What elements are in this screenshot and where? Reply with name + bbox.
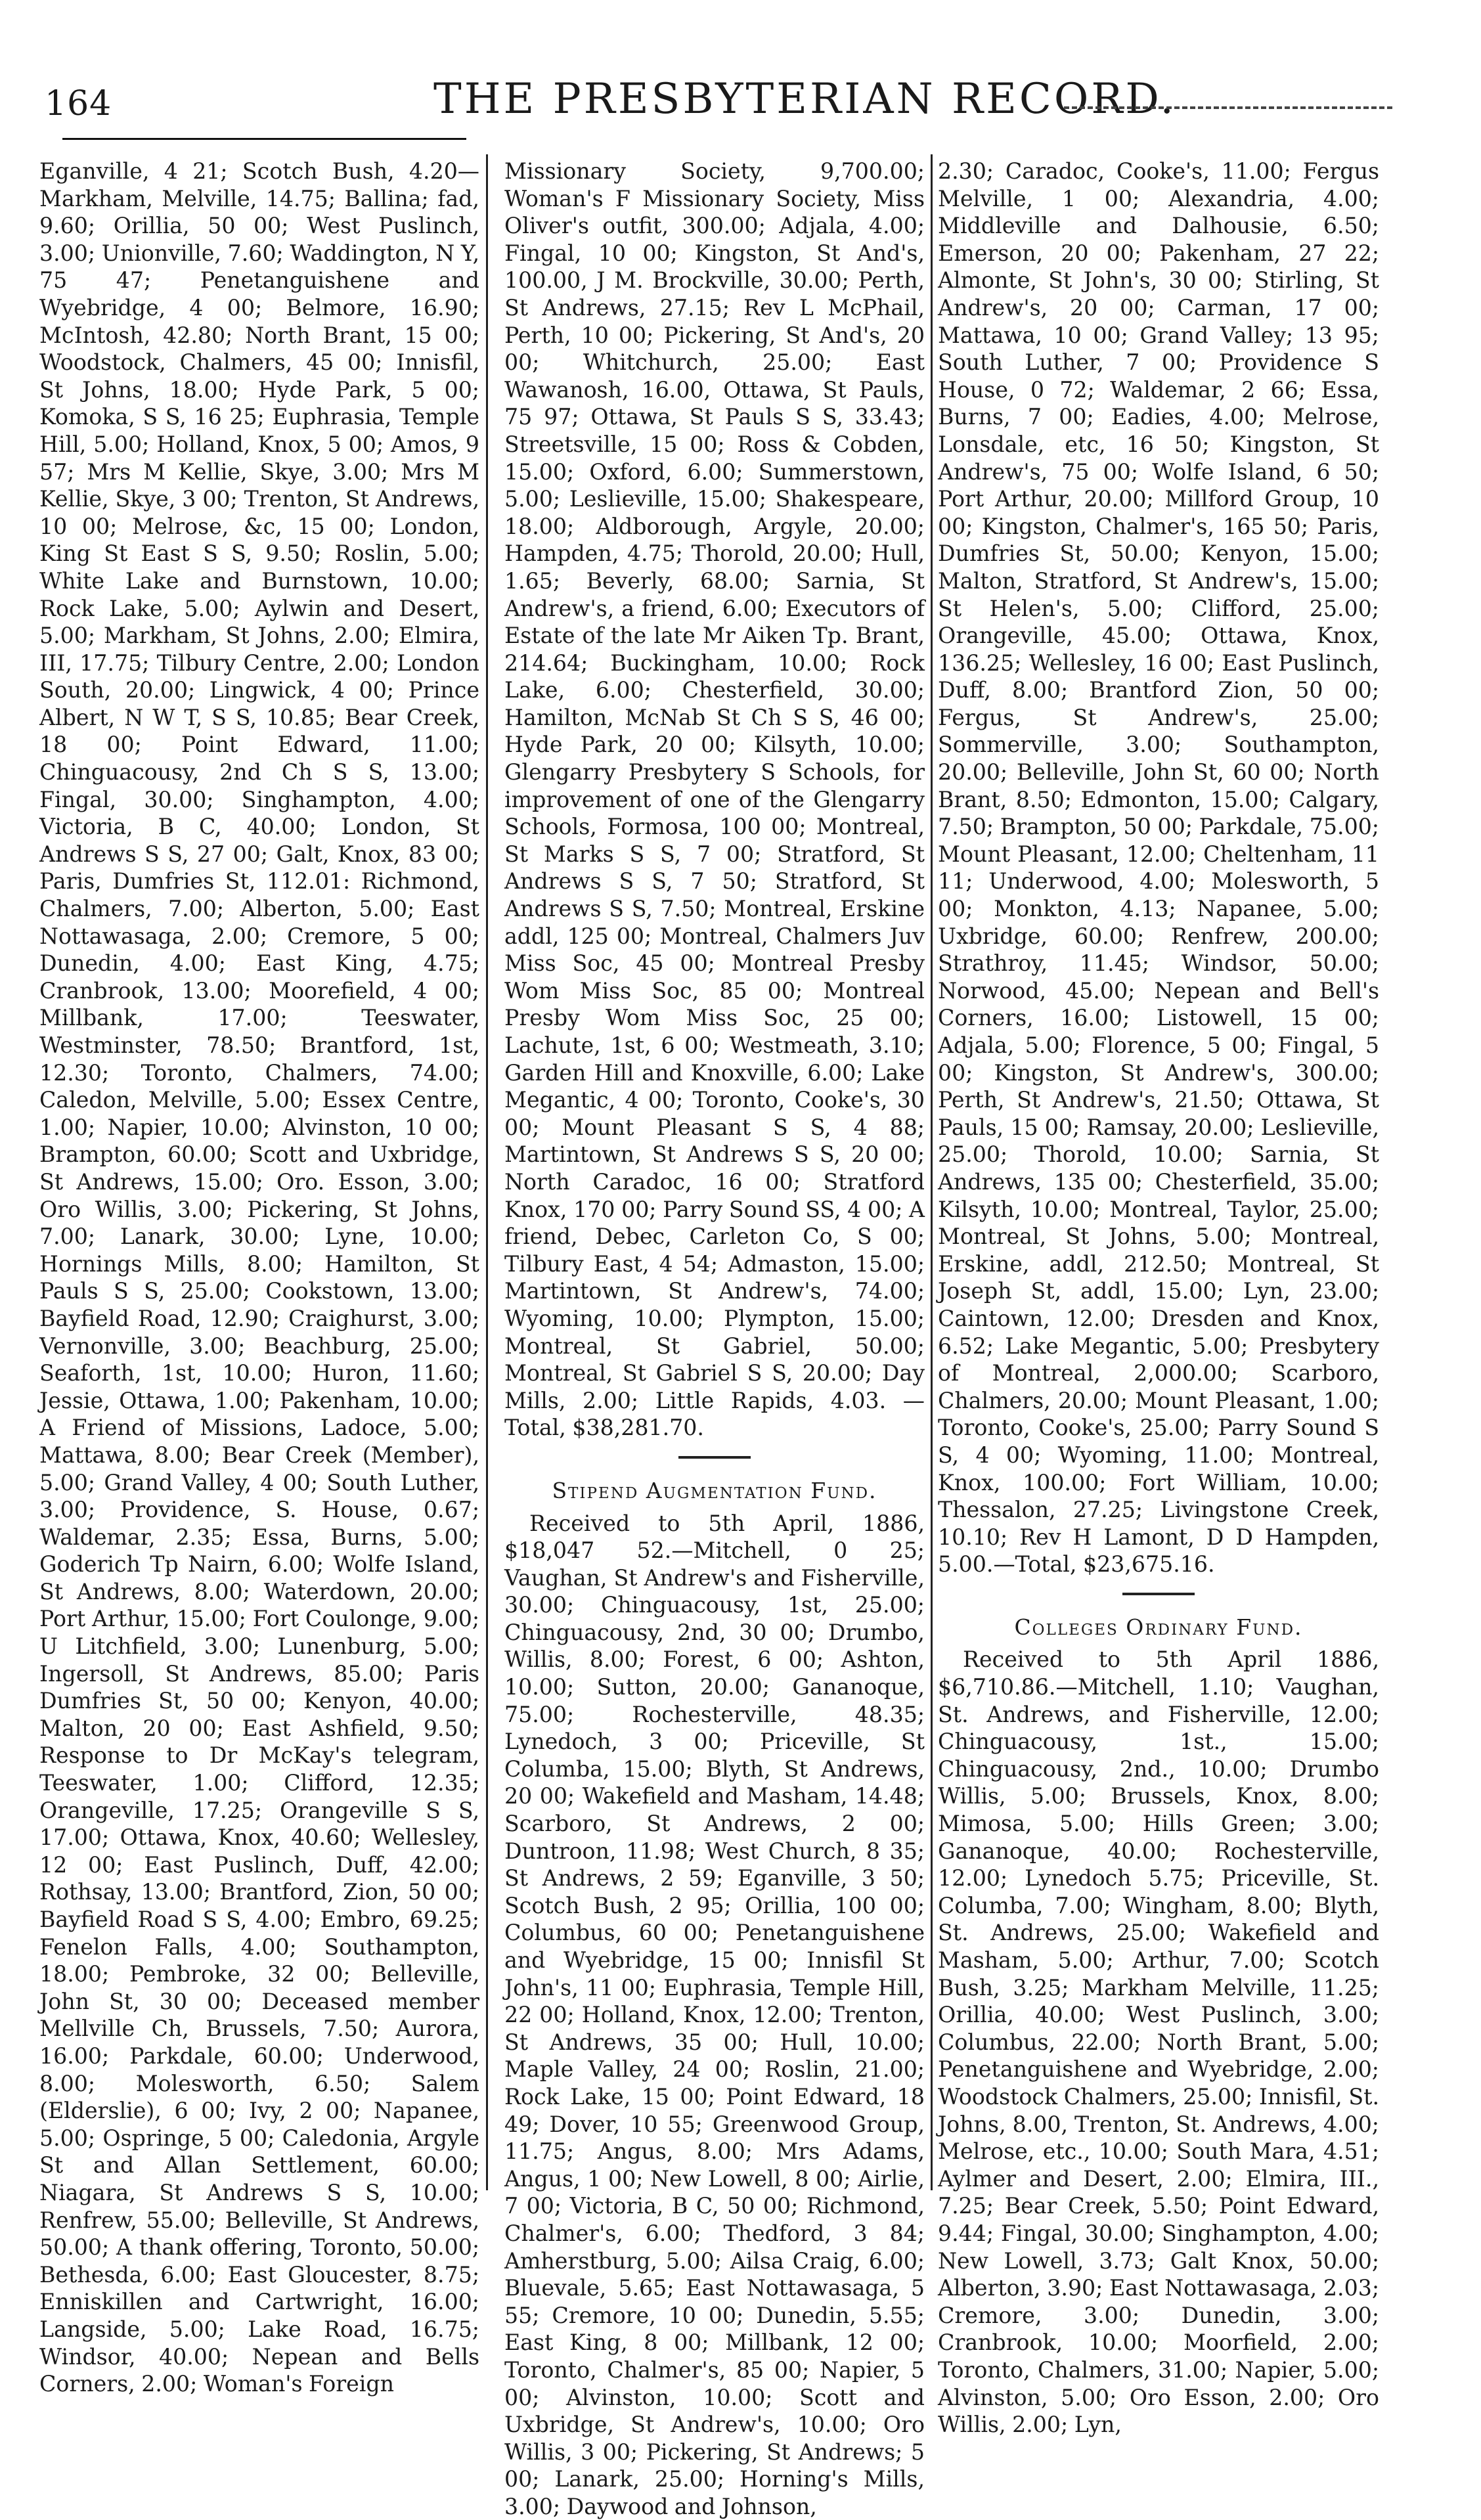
header-dash-rule (1064, 106, 1392, 109)
page-header (39, 72, 1376, 125)
section-heading-stipend: Stipend Augmentation Fund. (504, 1477, 925, 1505)
section-divider (678, 1456, 751, 1459)
column-divider-2 (931, 154, 933, 2190)
column-2-text-bottom: Received to 5th April, 1886, $18,047 52.—Mitchell, 0 25; Vaughan, St Andrew's and Fisherville, 30.00; Chinguacousy, 1st, 25.00; Chinguacousy, 2nd, 30 00; Drumbo, Willis, 8.00; Forest, 6 00; Ashton, 10.00; Sutton, 20.00; Gananoque, 75.00; Rochesterville, 48.35; Lynedoch, 3 00; Priceville, St Columba, 15.00; Blyth, St Andrews, 20 00; Wakefield and Masham, 14.48; Scarboro, St Andrews, 2 00; Duntroon, 11.98; West Church, 8 35; St Andrews, 2 59; Eganville, 3 50; Scotch Bush, 2 95; Orillia, 100 00; Columbus, 60 00; Penetanguishene and Wyebridge, 15 00; Innisfil St John's, 11 00; Euphrasia, Temple Hill, 22 00; Holland, Knox, 12.00; Trenton, St Andrews, 35 00; Hull, 10.00; Maple Valley, 24 00; Roslin, 21.00; Rock Lake, 15 00; Point Edward, 18 49; Dover, 10 55; Greenwood Group, 11.75; Angus, 8.00; Mrs Adams, Angus, 1 00; New Lowell, 8 00; Airlie, 7 00; Victoria, B C, 50 00; Richmond, Chalmer's, 6.00; Thedford, 3 84; Amherstburg, 5.00; Ailsa Craig, 6.00; Bluevale, 5.65; East Nottawasaga, 5 55; Cremore, 10 00; Dunedin, 5.55; East King, 8 00; Millbank, 12 00; Toronto, Chalmer's, 85 00; Napier, 5 00; Alvinston, 10.00; Scott and Uxbridge, St Andrew's, 10.00; Oro Willis, 3 00; Pickering, St Andrews; 5 00; Lanark, 25.00; Horning's Mills, 3.00; Daywood and Johnson, (504, 1510, 925, 2520)
column-divider-1 (486, 154, 488, 2190)
section-heading-colleges: Colleges Ordinary Fund. (938, 1614, 1379, 1641)
column-3-text-top: 2.30; Caradoc, Cooke's, 11.00; Fergus Melville, 1 00; Alexandria, 4.00; Middleville and Dalhousie, 6.50; Emerson, 20 00; Pakenham, 27 22; Almonte, St John's, 30 00; Stirling, St Andrew's, 20 00; Carman, 17 00; Mattawa, 10 00; Grand Valley; 13 95; South Luther, 7 00; Providence S House, 0 72; Waldemar, 2 66; Essa, Burns, 7 00; Eadies, 4.00; Melrose, Lonsdale, etc, 16 50; Kingston, St Andrew's, 75 00; Wolfe Island, 6 50; Port Arthur, 20.00; Millford Group, 10 00; Kingston, Chalmer's, 165 50; Paris, Dumfries St, 50.00; Kenyon, 15.00; Malton, Stratford, St Andrew's, 15.00; St Helen's, 5.00; Clifford, 25.00; Orangeville, 45.00; Ottawa, Knox, 136.25; Wellesley, 16 00; East Puslinch, Duff, 8.00; Brantford Zion, 50 00; Fergus, St Andrew's, 25.00; Sommerville, 3.00; Southampton, 20.00; Belleville, John St, 60 00; North Brant, 8.50; Edmonton, 15.00; Calgary, 7.50; Brampton, 50 00; Parkdale, 75.00; Mount Pleasant, 12.00; Cheltenham, 11 11; Underwood, 4.00; Molesworth, 5 00; Monkton, 4.13; Napanee, 5.00; Uxbridge, 60.00; Renfrew, 200.00; Strathroy, 11.45; Windsor, 50.00; Norwood, 45.00; Nepean and Bell's Corners, 16.00; Listowell, 15 00; Adjala, 5.00; Florence, 5 00; Fingal, 5 00; Kingston, St Andrew's, 300.00; Perth, St Andrew's, 21.50; Ottawa, St Pauls, 15 00; Ramsay, 20.00; Leslieville, 25.00; Thorold, 10.00; Sarnia, St Andrews, 135 00; Chesterfield, 35.00; Kilsyth, 10.00; Montreal, Taylor, 25.00; Montreal, St Johns, 5.00; Montreal, Erskine, addl, 212.50; Montreal, St Joseph St, addl, 15.00; Lyn, 23.00; Caintown, 12.00; Dresden and Knox, 6.52; Lake Megantic, 5.00; Presbytery of Montreal, 2,000.00; Scarboro, Chalmers, 20.00; Mount Pleasant, 1.00; Toronto, Cooke's, 25.00; Parry Sound S S, 4 00; Wyoming, 11.00; Montreal, Knox, 100.00; Fort William, 10.00; Thessalon, 27.25; Livingstone Creek, 10.10; Rev H Lamont, D D Hampden, 5.00.—Total, $23,675.16. (938, 158, 1379, 1578)
column-2-text-top: Missionary Society, 9,700.00; Woman's F Missionary Society, Miss Oliver's outfit, 300.00; Adjala, 4.00; Fingal, 10 00; Kingston, St And's, 100.00, J M. Brockville, 30.00; Perth, St Andrews, 27.15; Rev L McPhail, Perth, 10 00; Pickering, St And's, 20 00; Whitchurch, 25.00; East Wawanosh, 16.00, Ottawa, St Pauls, 75 97; Ottawa, St Pauls S S, 33.43; Streetsville, 15 00; Ross & Cobden, 15.00; Oxford, 6.00; Summerstown, 5.00; Leslieville, 15.00; Shakespeare, 18.00; Aldborough, Argyle, 20.00; Hampden, 4.75; Thorold, 20.00; Hull, 1.65; Beverly, 68.00; Sarnia, St Andrew's, a friend, 6.00; Executors of Estate of the late Mr Aiken Tp. Brant, 214.64; Buckingham, 10.00; Rock Lake, 6.00; Chesterfield, 30.00; Hamilton, McNab St Ch S S, 46 00; Hyde Park, 20 00; Kilsyth, 10.00; Glengarry Presbytery S Schools, for improvement of one of the Glengarry Schools, Formosa, 100 00; Montreal, St Marks S S, 7 00; Stratford, St Andrews S S, 7 50; Stratford, St Andrews S S, 7.50; Montreal, Erskine addl, 125 00; Montreal, Chalmers Juv Miss Soc, 45 00; Montreal Presby Wom Miss Soc, 85 00; Montreal Presby Wom Miss Soc, 25 00; Lachute, 1st, 6 00; Westmeath, 3.10; Garden Hill and Knoxville, 6.00; Lake Megantic, 4 00; Toronto, Cooke's, 30 00; Mount Pleasant S S, 4 88; Martintown, St Andrews S S, 20 00; North Caradoc, 16 00; Stratford Knox, 170 00; Parry Sound SS, 4 00; A friend, Debec, Carleton Co, S 00; Tilbury East, 4 54; Admaston, 15.00; Martintown, St Andrew's, 74.00; Wyoming, 10.00; Plympton, 15.00; Montreal, St Gabriel, 50.00; Montreal, St Gabriel S S, 20.00; Day Mills, 2.00; Little Rapids, 4.03. —Total, $38,281.70. (504, 158, 925, 1442)
column-1-text: Eganville, 4 21; Scotch Bush, 4.20—Markham, Melville, 14.75; Ballina; fad, 9.60; Orillia, 50 00; West Puslinch, 3.00; Unionville, 7.60; Waddington, N Y, 75 47; Penetanguishene and Wyebridge, 4 00; Belmore, 16.90; McIntosh, 42.80; North Brant, 15 00; Woodstock, Chalmers, 45 00; Innisfil, St Johns, 18.00; Hyde Park, 5 00; Komoka, S S, 16 25; Euphrasia, Temple Hill, 5.00; Holland, Knox, 5 00; Amos, 9 57; Mrs M Kellie, Skye, 3.00; Mrs M Kellie, Skye, 3 00; Trenton, St Andrews, 10 00; Melrose, &c, 15 00; London, King St East S S, 9.50; Roslin, 5.00; White Lake and Burnstown, 10.00; Rock Lake, 5.00; Aylwin and Desert, 5.00; Markham, St Johns, 2.00; Elmira, III, 17.75; Tilbury Centre, 2.00; London South, 20.00; Lingwick, 4 00; Prince Albert, N W T, S S, 10.85; Bear Creek, 18 00; Point Edward, 11.00; Chinguacousy, 2nd Ch S S, 13.00; Fingal, 30.00; Singhampton, 4.00; Victoria, B C, 40.00; London, St Andrews S S, 27 00; Galt, Knox, 83 00; Paris, Dumfries St, 112.01: Richmond, Chalmers, 7.00; Alberton, 5.00; East Nottawasaga, 2.00; Cremore, 5 00; Dunedin, 4.00; East King, 4.75; Cranbrook, 13.00; Moorefield, 4 00; Millbank, 17.00; Teeswater, Westminster, 78.50; Brantford, 1st, 12.30; Toronto, Chalmers, 74.00; Caledon, Melville, 5.00; Essex Centre, 1.00; Napier, 10.00; Alvinston, 10 00; Brampton, 60.00; Scott and Uxbridge, St Andrews, 15.00; Oro. Esson, 3.00; Oro Willis, 3.00; Pickering, St Johns, 7.00; Lanark, 30.00; Lyne, 10.00; Hornings Mills, 8.00; Hamilton, St Pauls S S, 25.00; Cookstown, 13.00; Bayfield Road, 12.90; Craighurst, 3.00; Vernonville, 3.00; Beachburg, 25.00; Seaforth, 1st, 10.00; Huron, 11.60; Jessie, Ottawa, 1.00; Pakenham, 10.00; A Friend of Missions, Ladoce, 5.00; Mattawa, 8.00; Bear Creek (Member), 5.00; Grand Valley, 4 00; South Luther, 3.00; Providence, S. House, 0.67; Waldemar, 2.35; Essa, Burns, 5.00; Goderich Tp Nairn, 6.00; Wolfe Island, St Andrews, 8.00; Waterdown, 20.00; Port Arthur, 15.00; Fort Coulonge, 9.00; U Litchfield, 3.00; Lunenburg, 5.00; Ingersoll, St Andrews, 85.00; Paris Dumfries St, 50 00; Kenyon, 40.00; Malton, 20 00; East Ashfield, 9.50; Response to Dr McKay's telegram, Teeswater, 1.00; Clifford, 12.35; Orangeville, 17.25; Orangeville S S, 17.00; Ottawa, Knox, 40.60; Wellesley, 12 00; East Puslinch, Duff, 42.00; Rothsay, 13.00; Brantford, Zion, 50 00; Bayfield Road S S, 4.00; Embro, 69.25; Fenelon Falls, 4.00; Southampton, 18.00; Pembroke, 32 00; Belleville, John St, 30 00; Deceased member Mellville Ch, Brussels, 7.50; Aurora, 16.00; Parkdale, 60.00; Underwood, 8.00; Molesworth, 6.50; Salem (Elderslie), 6 00; Ivy, 2 00; Napanee, 5.00; Ospringe, 5 00; Caledonia, Argyle St and Allan Settlement, 60.00; Niagara, St Andrews S S, 10.00; Renfrew, 55.00; Belleville, St Andrews, 50.00; A thank offering, Toronto, 50.00; Bethesda, 6.00; East Gloucester, 8.75; Enniskillen and Cartwright, 16.00; Langside, 5.00; Lake Road, 16.75; Windsor, 40.00; Nepean and Bells Corners, 2.00; Woman's Foreign (39, 158, 479, 2398)
column-2 (504, 158, 925, 2180)
header-rule (62, 138, 466, 140)
running-title: THE PRESBYTERIAN RECORD. (433, 75, 1176, 123)
page-number: 164 (45, 84, 112, 123)
column-3 (938, 158, 1379, 2180)
column-3-text-bottom: Received to 5th April 1886, $6,710.86.—Mitchell, 1.10; Vaughan, St. Andrews, and Fisherville, 12.00; Chinguacousy, 1st., 15.00; Chinguacousy, 2nd., 10.00; Drumbo Willis, 5.00; Brussels, Knox, 8.00; Mimosa, 5.00; Hills Green; 3.00; Gananoque, 40.00; Rochesterville, 12.00; Lynedoch 5.75; Priceville, St. Columba, 7.00; Wingham, 8.00; Blyth, St. Andrews, 25.00; Wakefield and Masham, 5.00; Arthur, 7.00; Scotch Bush, 3.25; Markham Melville, 11.25; Orillia, 40.00; West Puslinch, 3.00; Columbus, 22.00; North Brant, 5.00; Penetanguishene and Wyebridge, 2.00; Woodstock Chalmers, 25.00; Innisfil, St. Johns, 8.00, Trenton, St. Andrews, 4.00; Melrose, etc., 10.00; South Mara, 4.51; Aylmer and Desert, 2.00; Elmira, III., 7.25; Bear Creek, 5.50; Point Edward, 9.44; Fingal, 30.00; Singhampton, 4.00; New Lowell, 3.73; Galt Knox, 50.00; Alberton, 3.90; East Nottawasaga, 2.03; Cremore, 3.00; Dunedin, 3.00; Cranbrook, 10.00; Moorfield, 2.00; Toronto, Chalmers, 31.00; Napier, 5.00; Alvinston, 5.00; Oro Esson, 2.00; Oro Willis, 2.00; Lyn, (938, 1646, 1379, 2438)
column-1 (39, 158, 479, 2180)
section-divider (1122, 1593, 1195, 1595)
